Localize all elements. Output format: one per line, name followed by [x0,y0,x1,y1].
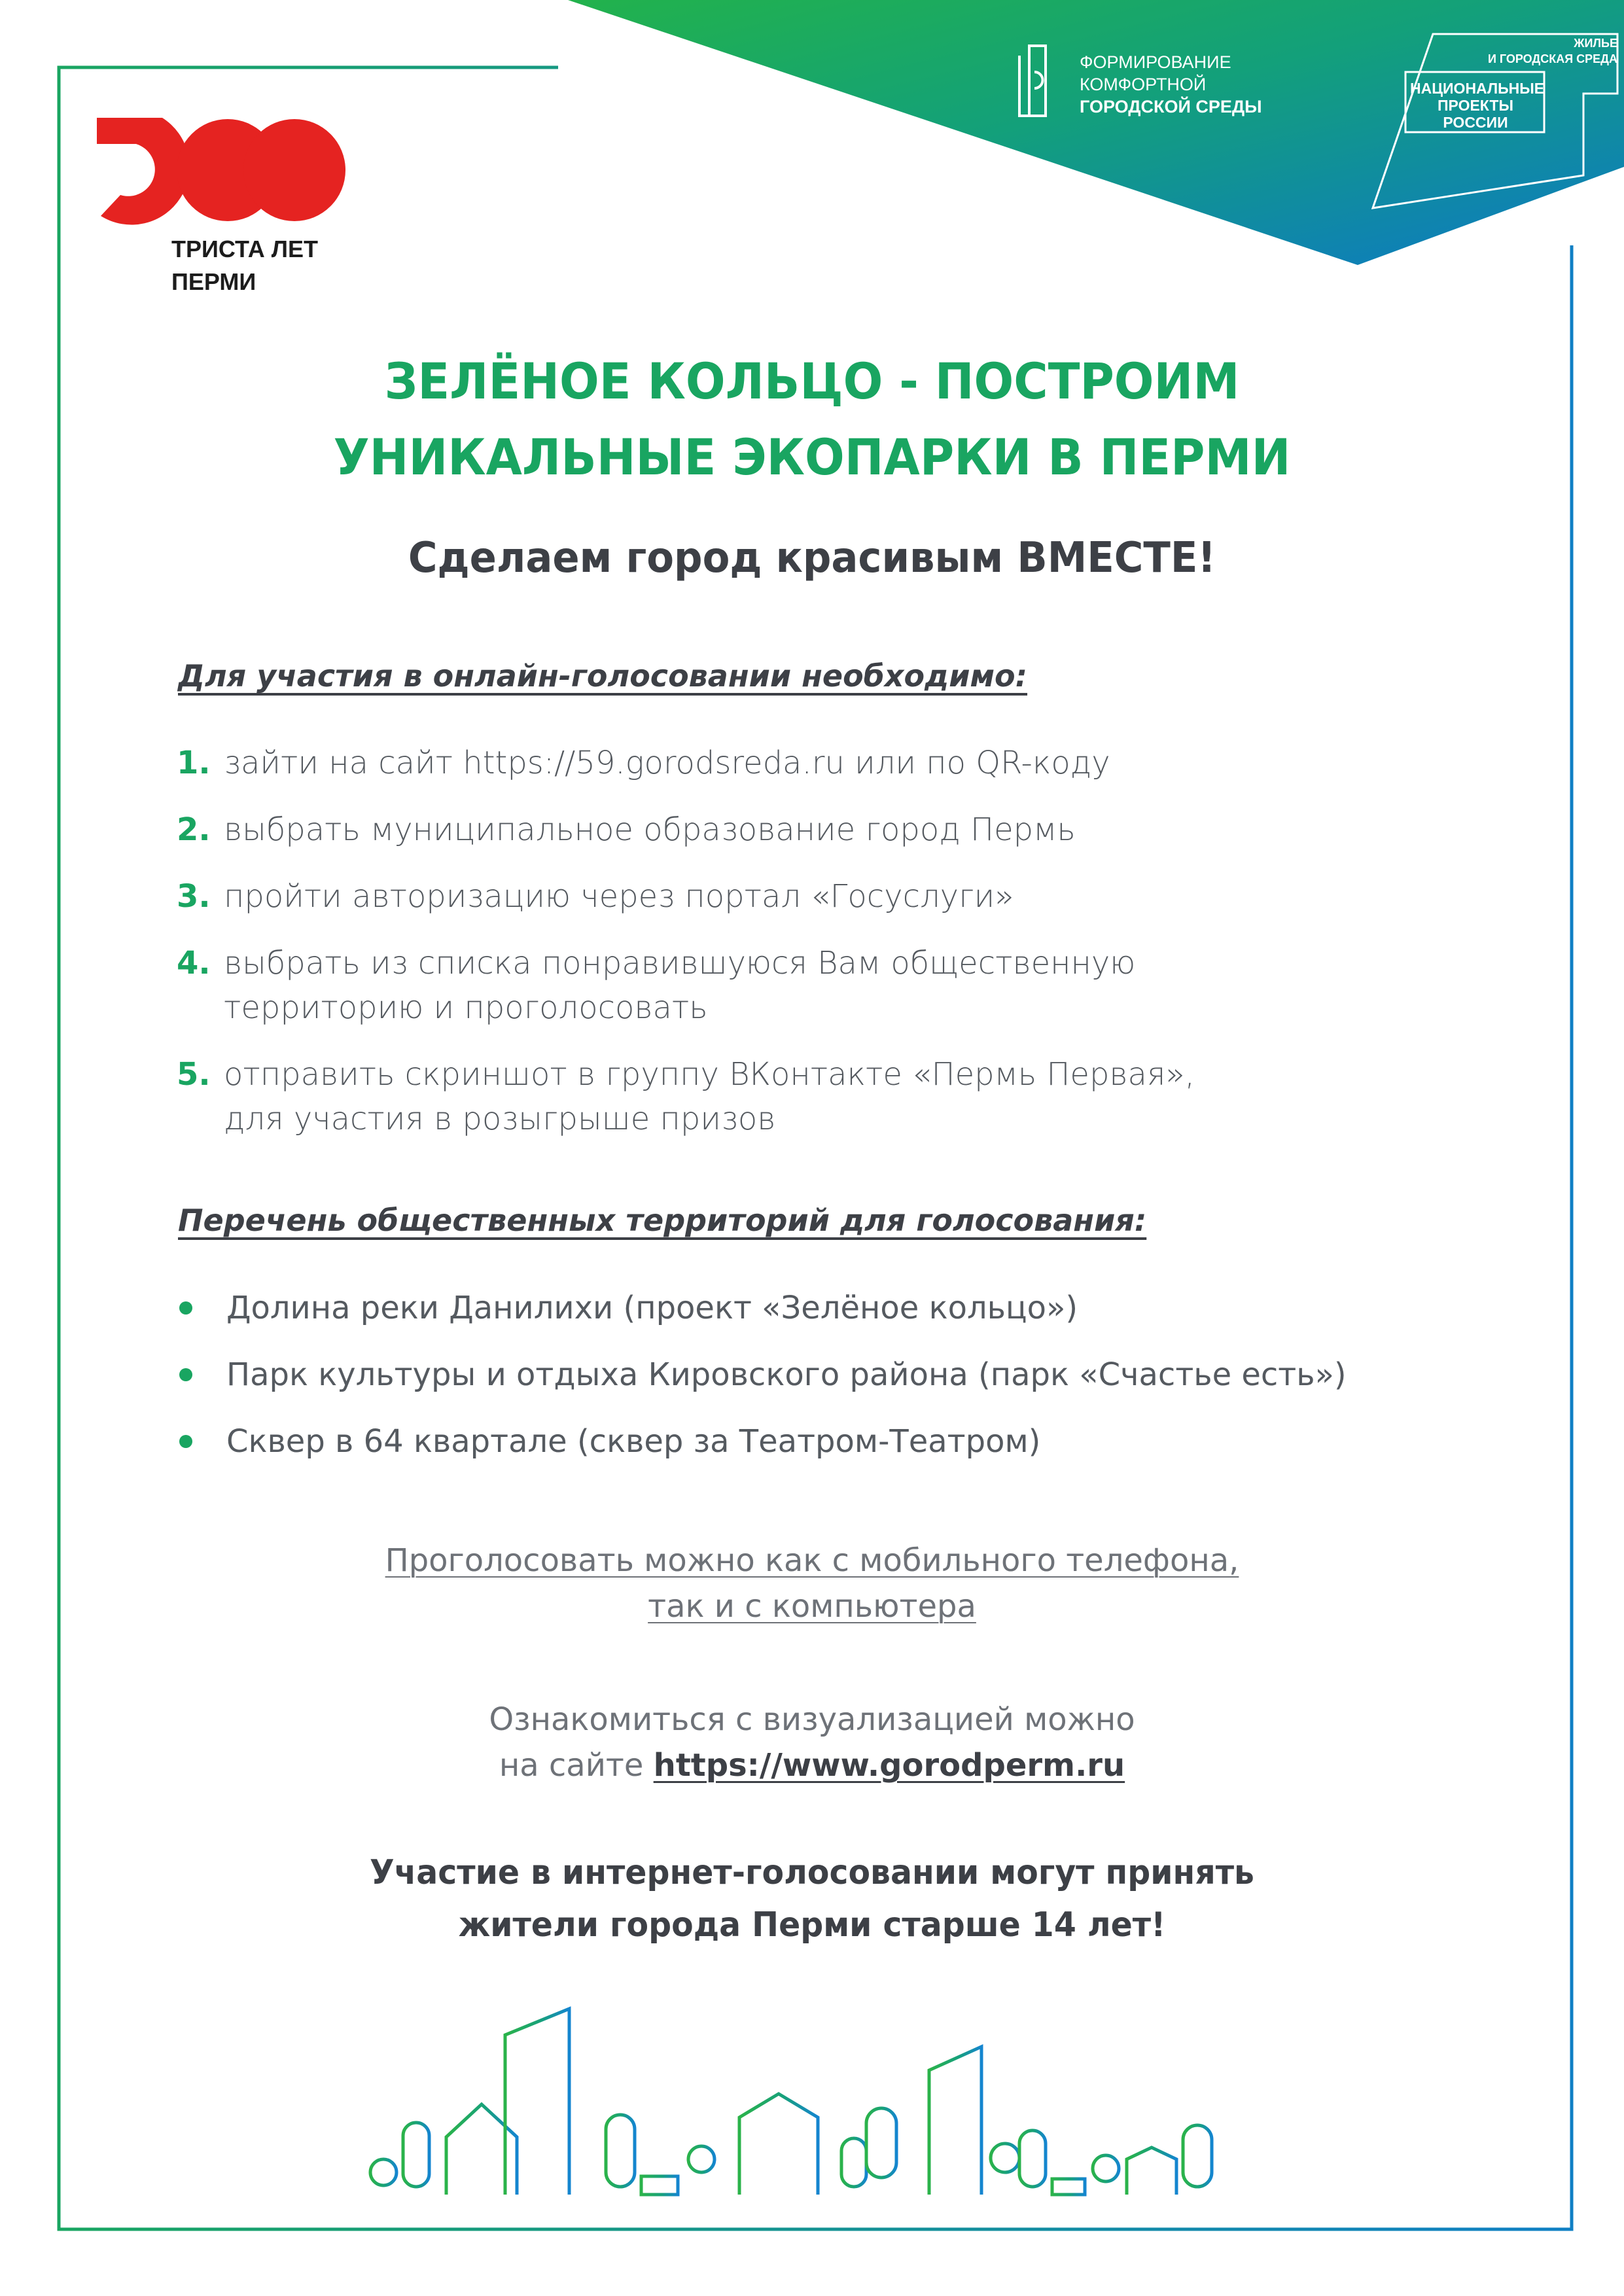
step-text: выбрать муниципальное образование город Пермь [224,811,1076,848]
territory-item [177,1419,1485,1464]
bullet-dot-icon [179,1435,192,1448]
step-text: выбрать из списка понравившуюся Вам общественную территорию и проголосовать [224,945,1136,1026]
step-item [177,941,1420,1030]
steps-list [177,741,1420,1141]
steps-heading: Для участия в онлайн-голосовании необходимо: [178,658,1028,694]
city-skyline-illustration [294,1996,1341,2218]
territories-list [177,1286,1485,1486]
bullet-dot-icon [179,1301,192,1315]
visualization-note [0,1697,1624,1788]
step-number: 3. [177,878,211,915]
gorodperm-link[interactable]: https://www.gorodperm.ru [653,1747,1125,1784]
step-item [177,1052,1420,1141]
territory-text: Сквер в 64 квартале (сквер за Театром-Театром) [226,1423,1041,1460]
territory-item [177,1286,1485,1330]
territory-item [177,1352,1485,1397]
logo-caption: ТРИСТА ЛЕТ ПЕРМИ [171,236,318,295]
step-item [177,874,1420,919]
np-big-text: НАЦИОНАЛЬНЫЕ ПРОЕКТЫ РОССИИ [1410,80,1545,131]
fks-line1: ФОРМИРОВАНИЕ [1080,52,1231,72]
page-subtitle: Сделаем город красивым ВМЕСТЕ! [408,534,1216,582]
voting-devices-note [0,1538,1624,1629]
visual-line1: Ознакомиться с визуализацией можно [489,1701,1135,1738]
step-number: 1. [177,745,211,781]
step-item [177,741,1420,785]
fks-building-icon [1016,43,1049,118]
territories-heading: Перечень общественных территорий для голосования: [178,1203,1147,1238]
step-text: зайти на сайт https://59.gorodsreda.ru или по QR-коду [224,745,1110,781]
visual-prefix: на сайте [499,1747,644,1784]
fks-line3: ГОРОДСКОЙ СРЕДЫ [1080,97,1262,116]
note-line2: так и с компьютера [648,1588,976,1625]
step-item [177,807,1420,852]
fks-logo-text [1080,51,1262,118]
age-requirement-note: Участие в интернет-голосовании могут принять жители города Перми старше 14 лет! [370,1853,1254,1945]
territory-text: Долина реки Данилихи (проект «Зелёное кольцо») [226,1290,1078,1326]
perm-300-logo [97,118,345,229]
step-number: 2. [177,811,211,848]
step-number: 4. [177,945,211,981]
territory-text: Парк культуры и отдыха Кировского района (парк «Счастье есть») [226,1356,1347,1393]
fks-line2: КОМФОРТНОЙ [1080,75,1207,94]
note-line1: Проголосовать можно как с мобильного телефона, [385,1542,1239,1579]
bullet-dot-icon [179,1368,192,1381]
step-number: 5. [177,1056,211,1093]
np-small-text: ЖИЛЬЕ И ГОРОДСКАЯ СРЕДА [1487,37,1617,65]
step-text: отправить скриншот в группу ВКонтакте «Пермь Первая», для участия в розыгрыше призов [224,1056,1195,1137]
page-title: ЗЕЛЁНОЕ КОЛЬЦО - ПОСТРОИМ УНИКАЛЬНЫЕ ЭКОПАРКИ В ПЕРМИ [333,352,1291,486]
step-text: пройти авторизацию через портал «Госуслуги» [224,878,1014,915]
